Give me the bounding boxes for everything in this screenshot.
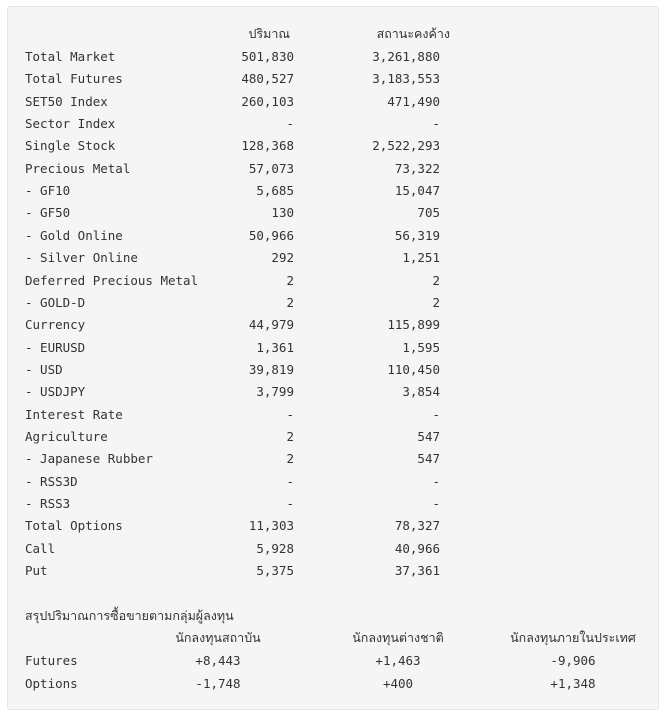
open-interest-value: 37,361	[394, 563, 440, 579]
volume-value: 5,375	[256, 563, 294, 579]
market-row	[8, 135, 658, 157]
open-interest-value: 110,450	[387, 361, 440, 377]
volume-value: -	[286, 473, 294, 489]
market-row	[8, 493, 658, 515]
market-row-label: - GF50	[25, 205, 71, 221]
market-table-header	[8, 23, 658, 45]
volume-value: 11,303	[248, 518, 294, 534]
market-row-label: - RSS3	[25, 496, 71, 511]
market-row-label: Total Options	[25, 518, 123, 534]
volume-value: 260,103	[241, 93, 294, 109]
market-row-label: - USDJPY	[25, 384, 86, 400]
market-row	[8, 113, 658, 135]
market-row-label: - Gold Online	[25, 227, 123, 243]
open-interest-value: -	[432, 406, 440, 422]
foreign-value: +400	[382, 676, 414, 691]
volume-value: -	[286, 116, 294, 132]
volume-value: 1,361	[256, 339, 294, 355]
investor-table-header	[8, 627, 658, 649]
investor-row-futures	[8, 650, 658, 672]
market-row	[8, 202, 658, 224]
market-row	[8, 471, 658, 493]
volume-value: 44,979	[248, 317, 294, 333]
open-interest-value: 705	[417, 205, 440, 221]
volume-value: 128,368	[241, 138, 294, 154]
open-interest-value: 78,327	[394, 518, 440, 534]
volume-value: 130	[271, 205, 294, 221]
market-row-label: Precious Metal	[25, 160, 131, 176]
investor-row-label: Options	[25, 676, 78, 691]
investor-summary-title: สรุปปริมาณการซื้อขายตามกลุ่มผู้ลงทุน	[25, 608, 234, 623]
market-row-label: - RSS3D	[25, 473, 78, 489]
market-row	[8, 46, 658, 68]
market-row	[8, 560, 658, 582]
market-row-label: Agriculture	[25, 428, 108, 444]
market-row-label: Interest Rate	[25, 406, 123, 422]
volume-value: 292	[271, 250, 294, 266]
market-row-label: Put	[25, 563, 48, 579]
volume-value: 2	[286, 451, 294, 467]
open-interest-value: 471,490	[387, 93, 440, 109]
volume-value: -	[286, 406, 294, 422]
market-row-label: Currency	[25, 317, 86, 333]
market-row-label: - Silver Online	[25, 250, 138, 266]
volume-value: 2	[286, 272, 294, 288]
market-row	[8, 68, 658, 90]
open-interest-value: 115,899	[387, 317, 440, 333]
market-row	[8, 91, 658, 113]
volume-value: 39,819	[248, 361, 294, 377]
market-row-label: - USD	[25, 361, 63, 377]
open-interest-value: 3,183,553	[372, 71, 440, 87]
local-value: +1,348	[550, 676, 596, 691]
market-row	[8, 448, 658, 470]
volume-value: 5,685	[256, 183, 294, 199]
market-row	[8, 381, 658, 403]
investor-row-label: Futures	[25, 653, 78, 668]
volume-value: 3,799	[256, 384, 294, 400]
market-row	[8, 314, 658, 336]
volume-value: 5,928	[256, 540, 294, 556]
market-row	[8, 158, 658, 180]
institutional-value: +8,443	[195, 653, 241, 668]
open-interest-value: 547	[417, 428, 440, 444]
market-row-label: - Japanese Rubber	[25, 451, 153, 467]
institutional-value: -1,748	[195, 676, 241, 691]
market-row-label: - EURUSD	[25, 339, 86, 355]
open-interest-value: 3,854	[402, 384, 440, 400]
market-row-label: Deferred Precious Metal	[25, 272, 199, 288]
open-interest-value: 2	[432, 294, 440, 310]
volume-value: 480,527	[241, 71, 294, 87]
open-interest-value: 2	[432, 272, 440, 288]
market-row-label: Call	[25, 540, 56, 556]
market-row-label: SET50 Index	[25, 93, 108, 109]
market-row	[8, 538, 658, 560]
open-interest-value: 40,966	[394, 540, 440, 556]
open-interest-value: 3,261,880	[372, 49, 440, 64]
investor-row-options	[8, 673, 658, 695]
open-interest-value: 15,047	[394, 183, 440, 199]
open-interest-value: 1,595	[402, 339, 440, 355]
foreign-investor-header: นักลงทุนต่างชาติ	[352, 630, 444, 645]
market-row	[8, 247, 658, 269]
market-row	[8, 225, 658, 247]
market-summary-panel	[7, 6, 659, 710]
volume-column-header: ปริมาณ	[248, 26, 290, 41]
open-interest-value: 2,522,293	[372, 138, 440, 154]
open-interest-column-header: สถานะคงค้าง	[376, 26, 450, 41]
open-interest-value: -	[432, 496, 440, 511]
open-interest-value: 547	[417, 451, 440, 467]
market-row	[8, 359, 658, 381]
market-row-label: - GF10	[25, 183, 71, 199]
volume-value: -	[286, 496, 294, 511]
open-interest-value: -	[432, 116, 440, 132]
institutional-investor-header: นักลงทุนสถาบัน	[175, 630, 261, 645]
market-row	[8, 404, 658, 426]
market-row-label: - GOLD-D	[25, 294, 86, 310]
market-row-label: Single Stock	[25, 138, 116, 154]
open-interest-value: -	[432, 473, 440, 489]
market-row	[8, 426, 658, 448]
volume-value: 501,830	[241, 49, 294, 64]
market-row	[8, 180, 658, 202]
local-investor-header: นักลงทุนภายในประเทศ	[510, 630, 636, 645]
market-row	[8, 337, 658, 359]
market-row	[8, 515, 658, 537]
local-value: -9,906	[550, 653, 596, 668]
market-row-label: Total Futures	[25, 71, 123, 87]
volume-value: 57,073	[248, 160, 294, 176]
volume-value: 2	[286, 294, 294, 310]
volume-value: 2	[286, 428, 294, 444]
market-row	[8, 270, 658, 292]
market-row-label: Sector Index	[25, 116, 116, 132]
open-interest-value: 1,251	[402, 250, 440, 266]
foreign-value: +1,463	[375, 653, 421, 668]
market-row	[8, 292, 658, 314]
open-interest-value: 73,322	[394, 160, 440, 176]
volume-value: 50,966	[248, 227, 294, 243]
market-row-label: Total Market	[25, 49, 116, 64]
open-interest-value: 56,319	[394, 227, 440, 243]
